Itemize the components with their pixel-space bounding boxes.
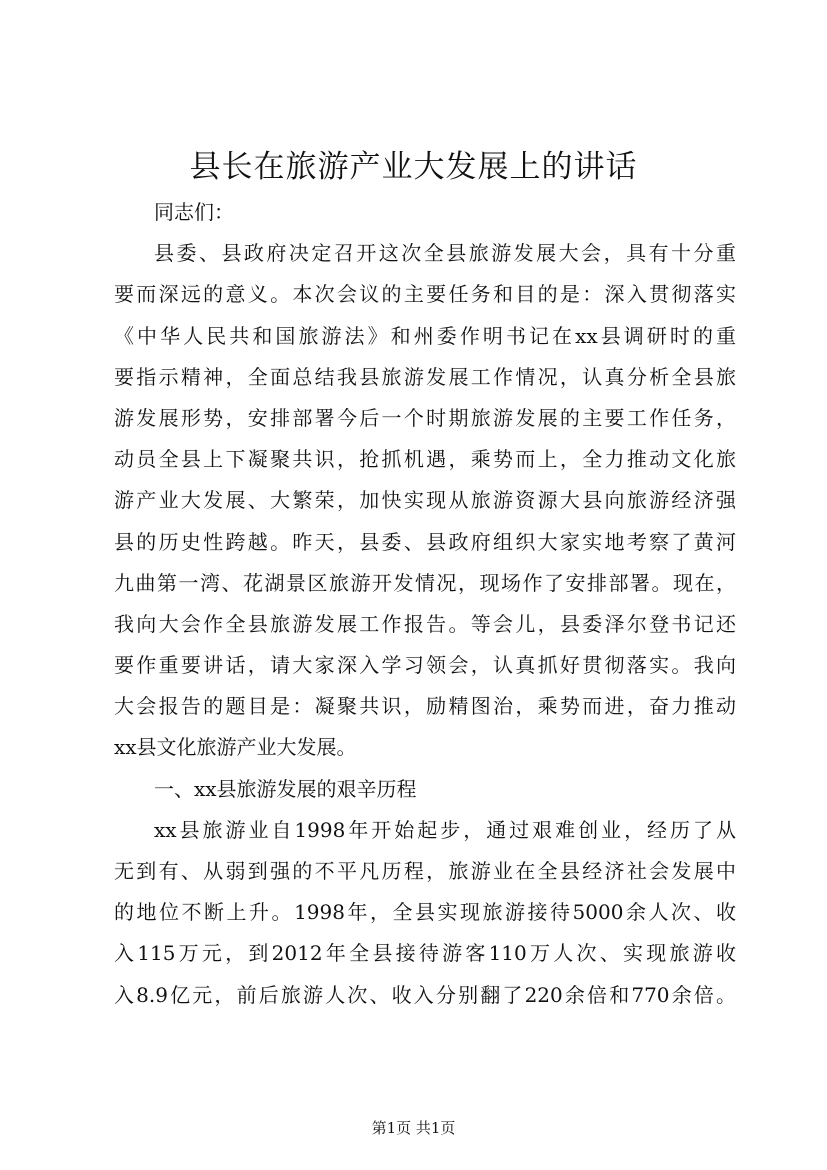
paragraph-line: xx县文化旅游产业大发展。 (114, 735, 357, 760)
paragraph-line: 九曲第一湾、花湖景区旅游开发情况，现场作了安排部署。现在， (114, 570, 736, 595)
paragraph-line: 的地位不断上升。1998年，全县实现旅游接待5000余人次、收 (114, 900, 736, 925)
document-title: 县长在旅游产业大发展上的讲话 (189, 149, 638, 185)
paragraph-line: 入8.9亿元，前后旅游人次、收入分别翻了220余倍和770余倍。 (114, 982, 736, 1007)
salutation-line: 同志们： (154, 200, 234, 224)
paragraph-line: 要而深远的意义。本次会议的主要任务和目的是：深入贯彻落实 (114, 282, 736, 307)
section-heading: 一、xx县旅游发展的艰辛历程 (154, 776, 417, 801)
paragraph-line: 县的历史性跨越。昨天，县委、县政府组织大家实地考察了黄河 (114, 529, 736, 554)
paragraph-line: 大会报告的题目是：凝聚共识，励精图治，乘势而进，奋力推动 (114, 694, 736, 719)
paragraph-line: 我向大会作全县旅游发展工作报告。等会儿，县委泽尔登书记还 (114, 611, 736, 636)
paragraph-line: 无到有、从弱到强的不平凡历程，旅游业在全县经济社会发展中 (114, 859, 736, 883)
paragraph-line: xx县旅游业自1998年开始起步，通过艰难创业，经历了从 (154, 817, 736, 842)
paragraph-line: 游产业大发展、大繁荣，加快实现从旅游资源大县向旅游经济强 (114, 488, 736, 513)
paragraph-line: 动员全县上下凝聚共识，抢抓机遇，乘势而上，全力推动文化旅 (114, 447, 736, 472)
page-footer: 第1页 共1页 (371, 1119, 456, 1137)
paragraph-line: 《中华人民共和国旅游法》和州委作明书记在xx县调研时的重 (114, 323, 736, 348)
paragraph-line: 要作重要讲话，请大家深入学习领会，认真抓好贯彻落实。我向 (114, 653, 736, 678)
paragraph-line: 县委、县政府决定召开这次全县旅游发展大会，具有十分重 (154, 241, 736, 266)
paragraph-line: 游发展形势，安排部署今后一个时期旅游发展的主要工作任务， (114, 405, 736, 430)
document-body (114, 192, 736, 1016)
paragraph-line: 入115万元，到2012年全县接待游客110万人次、实现旅游收 (114, 941, 736, 966)
paragraph-line: 要指示精神，全面总结我县旅游发展工作情况，认真分析全县旅 (114, 364, 736, 389)
